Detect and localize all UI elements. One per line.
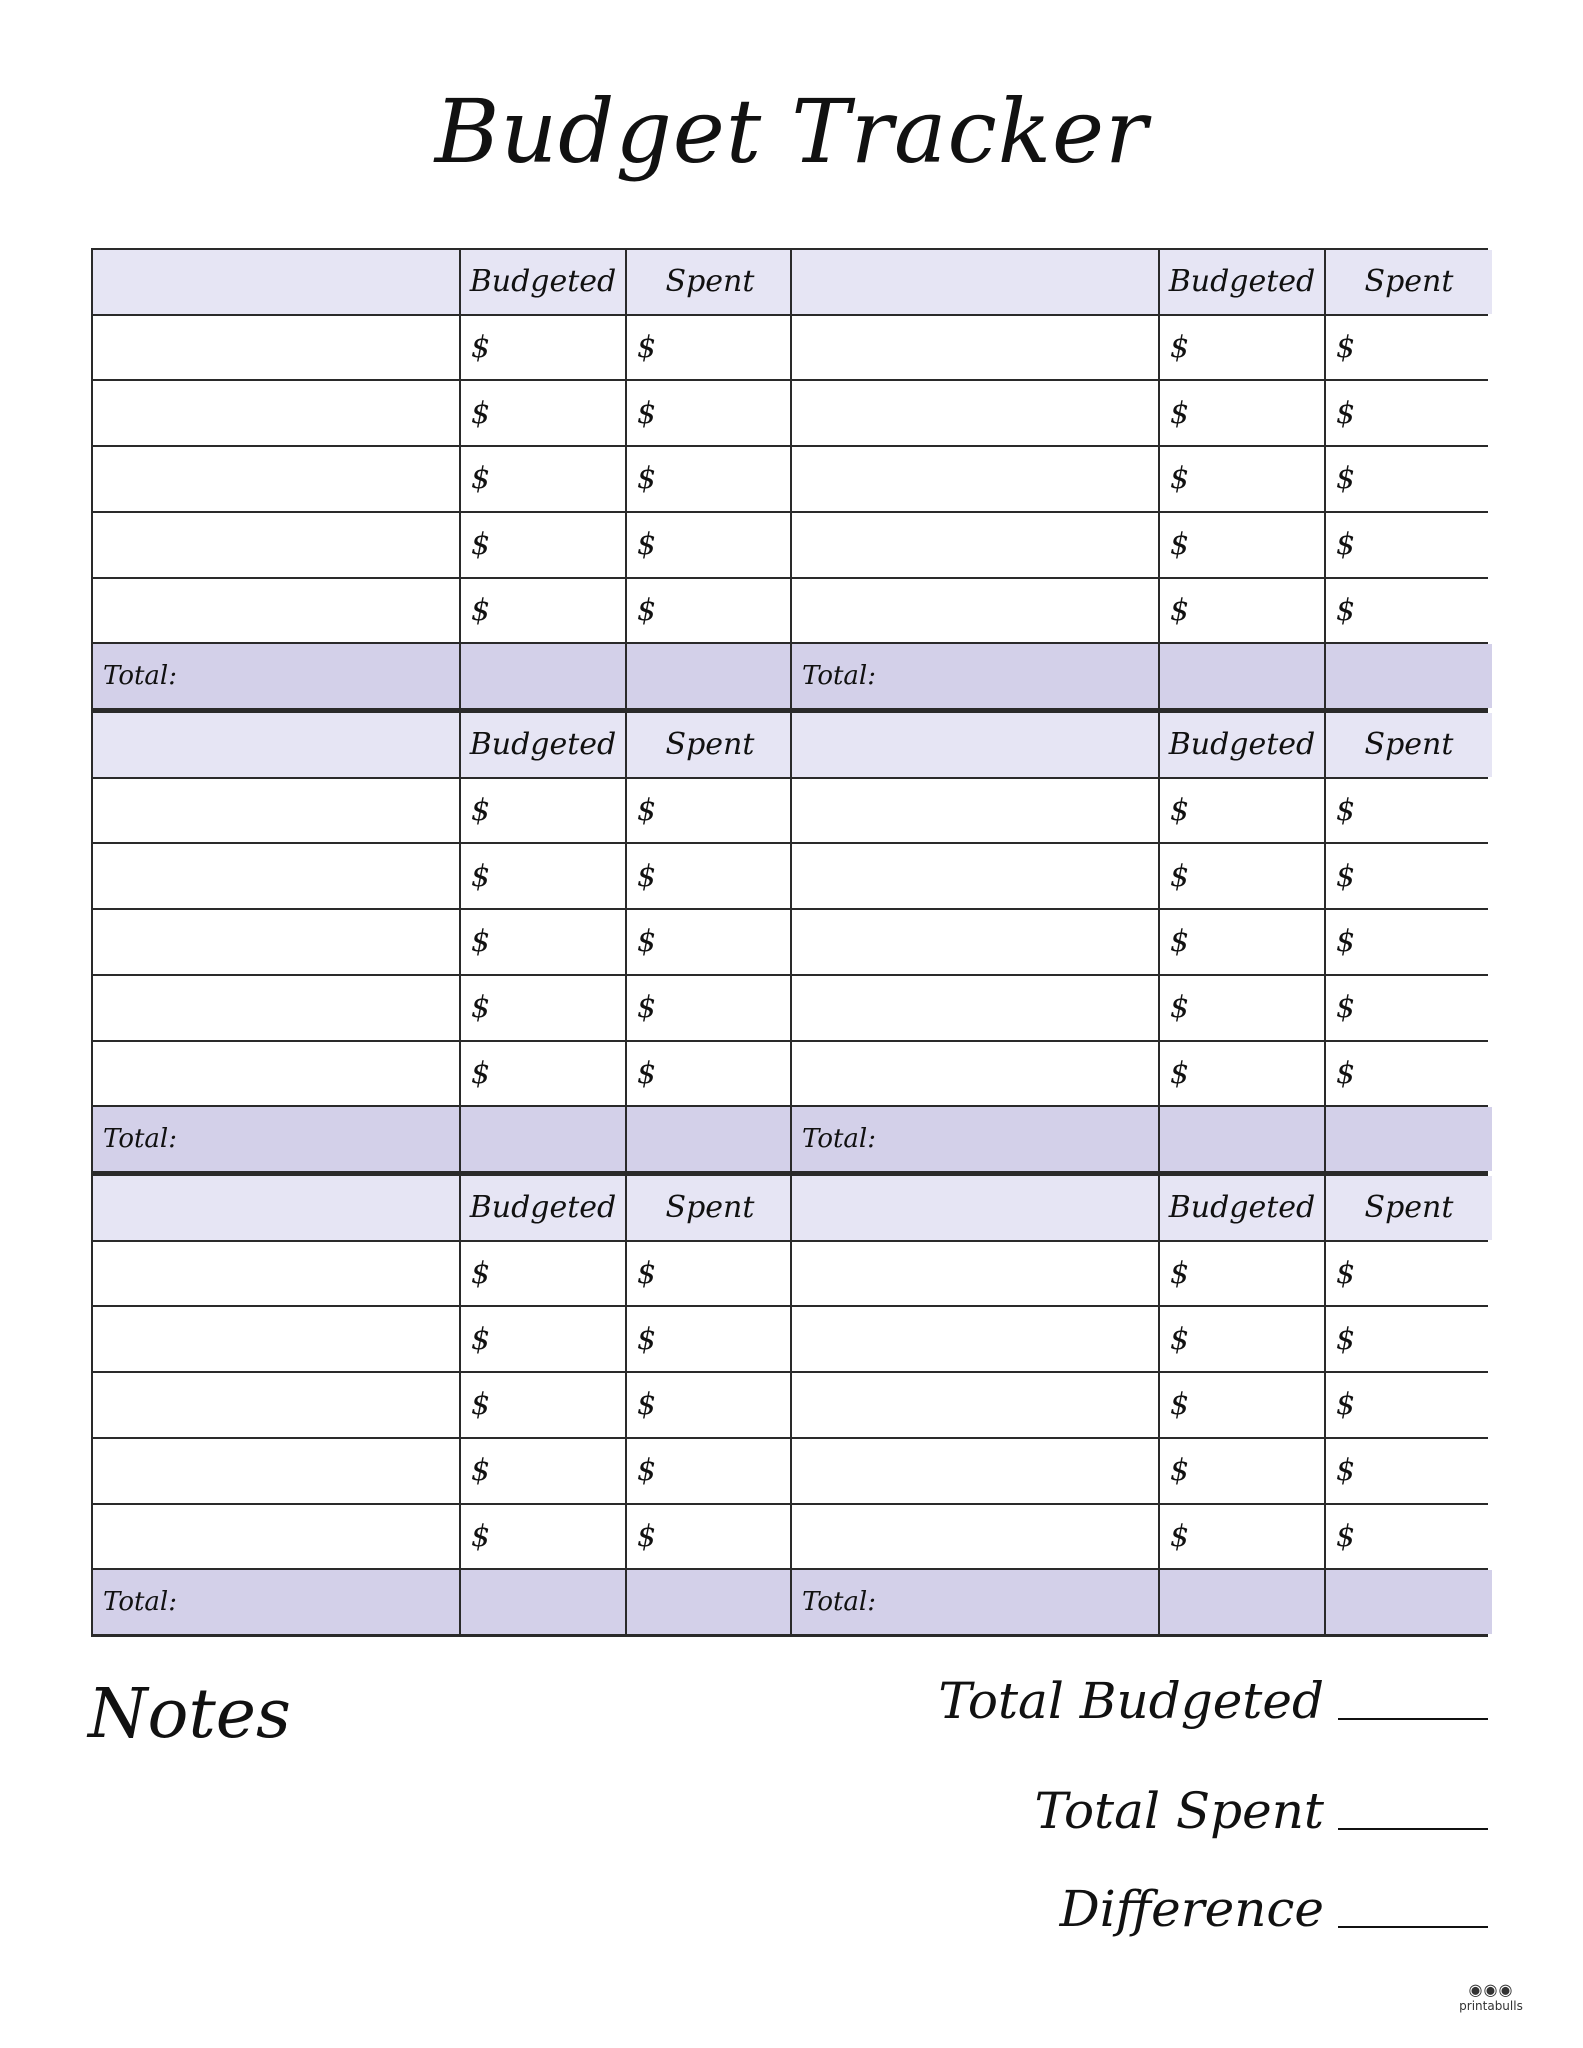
- currency-symbol: $: [471, 395, 491, 431]
- spent-amount-cell[interactable]: [627, 1373, 793, 1437]
- currency-symbol: $: [471, 1055, 491, 1091]
- currency-symbol: $: [637, 1321, 657, 1357]
- bulls-icon: ◉◉◉: [1468, 1980, 1514, 1999]
- currency-symbol: $: [1336, 924, 1356, 960]
- total-spent-cell[interactable]: [1326, 644, 1492, 708]
- category-name-cell[interactable]: [93, 250, 459, 314]
- spent-amount-cell[interactable]: [1326, 1373, 1492, 1437]
- budgeted-amount-cell[interactable]: [1160, 513, 1324, 577]
- budgeted-amount-cell[interactable]: [461, 513, 625, 577]
- total-spent-cell[interactable]: [627, 644, 793, 708]
- currency-symbol: $: [637, 395, 657, 431]
- item-name-cell[interactable]: [93, 976, 459, 1040]
- currency-symbol: $: [471, 1321, 491, 1357]
- currency-symbol: $: [637, 1055, 657, 1091]
- budgeted-amount-cell[interactable]: [461, 1505, 625, 1569]
- spent-header: Spent: [1326, 713, 1492, 777]
- spent-amount-cell[interactable]: [627, 316, 793, 380]
- budgeted-amount-cell[interactable]: [1160, 779, 1324, 843]
- currency-symbol: $: [1336, 395, 1356, 431]
- total-spent-cell[interactable]: [627, 1107, 793, 1171]
- budget-grid: [91, 248, 1488, 1637]
- total-spent-cell[interactable]: [627, 1570, 793, 1634]
- spent-amount-cell[interactable]: [1326, 976, 1492, 1040]
- total-budgeted-cell[interactable]: [461, 644, 625, 708]
- currency-symbol: $: [1170, 330, 1190, 366]
- brand-logo: [1448, 1980, 1534, 2013]
- category-name-cell[interactable]: [792, 1176, 1158, 1240]
- spent-amount-cell[interactable]: [1326, 579, 1492, 643]
- difference-line[interactable]: [1338, 1924, 1488, 1928]
- spent-amount-cell[interactable]: [1326, 1242, 1492, 1306]
- currency-symbol: $: [1170, 1256, 1190, 1292]
- spent-amount-cell[interactable]: [1326, 316, 1492, 380]
- spent-amount-cell[interactable]: [627, 579, 793, 643]
- total-row-label-cell: [93, 1570, 459, 1634]
- total-label: Total:: [103, 661, 178, 692]
- total-budgeted-cell[interactable]: [1160, 644, 1324, 708]
- budget-section: [790, 248, 1488, 710]
- item-name-cell[interactable]: [93, 381, 459, 445]
- budgeted-amount-cell[interactable]: [461, 1307, 625, 1371]
- budgeted-amount-cell[interactable]: [461, 579, 625, 643]
- currency-symbol: $: [471, 858, 491, 894]
- total-spent-line[interactable]: [1338, 1826, 1488, 1830]
- currency-symbol: $: [1170, 990, 1190, 1026]
- category-name-cell[interactable]: [792, 713, 1158, 777]
- budgeted-header: Budgeted: [1160, 250, 1324, 314]
- total-label: Total:: [802, 1124, 877, 1155]
- item-name-cell[interactable]: [93, 844, 459, 908]
- currency-symbol: $: [637, 858, 657, 894]
- currency-symbol: $: [471, 924, 491, 960]
- total-row-label-cell: [792, 1570, 1158, 1634]
- budgeted-amount-cell[interactable]: [1160, 910, 1324, 974]
- item-name-cell[interactable]: [93, 910, 459, 974]
- budgeted-header: Budgeted: [461, 250, 625, 314]
- brand-label: printabulls: [1459, 1999, 1523, 2013]
- spent-amount-cell[interactable]: [1326, 447, 1492, 511]
- total-label: Total:: [103, 1124, 178, 1155]
- item-name-cell[interactable]: [792, 316, 1158, 380]
- total-label: Total:: [802, 1587, 877, 1618]
- spent-amount-cell[interactable]: [1326, 381, 1492, 445]
- item-name-cell[interactable]: [792, 910, 1158, 974]
- budgeted-header: Budgeted: [1160, 713, 1324, 777]
- budgeted-amount-cell[interactable]: [461, 1373, 625, 1437]
- currency-symbol: $: [637, 330, 657, 366]
- budgeted-amount-cell[interactable]: [1160, 1242, 1324, 1306]
- currency-symbol: $: [1336, 990, 1356, 1026]
- spent-amount-cell[interactable]: [627, 447, 793, 511]
- spent-amount-cell[interactable]: [1326, 1307, 1492, 1371]
- currency-symbol: $: [1336, 1321, 1356, 1357]
- budgeted-amount-cell[interactable]: [461, 447, 625, 511]
- budgeted-amount-cell[interactable]: [461, 381, 625, 445]
- currency-symbol: $: [1336, 592, 1356, 628]
- budgeted-amount-cell[interactable]: [1160, 1373, 1324, 1437]
- currency-symbol: $: [1170, 592, 1190, 628]
- budgeted-amount-cell[interactable]: [1160, 316, 1324, 380]
- budgeted-amount-cell[interactable]: [461, 844, 625, 908]
- spent-amount-cell[interactable]: [627, 1042, 793, 1106]
- currency-symbol: $: [1170, 461, 1190, 497]
- spent-amount-cell[interactable]: [627, 1307, 793, 1371]
- currency-symbol: $: [1336, 1387, 1356, 1423]
- item-name-cell[interactable]: [93, 1242, 459, 1306]
- item-name-cell[interactable]: [93, 1505, 459, 1569]
- budget-section: [91, 248, 789, 710]
- currency-symbol: $: [637, 924, 657, 960]
- budgeted-amount-cell[interactable]: [461, 1042, 625, 1106]
- spent-header: Spent: [627, 1176, 793, 1240]
- spent-amount-cell[interactable]: [627, 1439, 793, 1503]
- budgeted-amount-cell[interactable]: [1160, 976, 1324, 1040]
- total-budgeted-cell[interactable]: [461, 1570, 625, 1634]
- currency-symbol: $: [637, 793, 657, 829]
- item-name-cell[interactable]: [93, 779, 459, 843]
- currency-symbol: $: [1170, 1055, 1190, 1091]
- currency-symbol: $: [1336, 858, 1356, 894]
- budgeted-header: Budgeted: [461, 1176, 625, 1240]
- currency-symbol: $: [637, 990, 657, 1026]
- budgeted-amount-cell[interactable]: [1160, 1042, 1324, 1106]
- currency-symbol: $: [471, 1453, 491, 1489]
- item-name-cell[interactable]: [93, 513, 459, 577]
- item-name-cell[interactable]: [792, 513, 1158, 577]
- total-spent-label: Total Spent: [1034, 1782, 1324, 1840]
- total-budgeted-cell[interactable]: [1160, 1570, 1324, 1634]
- spent-amount-cell[interactable]: [627, 910, 793, 974]
- currency-symbol: $: [1336, 1518, 1356, 1554]
- budget-section: [91, 711, 789, 1173]
- item-name-cell[interactable]: [792, 447, 1158, 511]
- category-name-cell[interactable]: [93, 1176, 459, 1240]
- currency-symbol: $: [1170, 527, 1190, 563]
- currency-symbol: $: [1170, 1518, 1190, 1554]
- budgeted-amount-cell[interactable]: [461, 976, 625, 1040]
- total-budgeted-cell[interactable]: [461, 1107, 625, 1171]
- spent-header: Spent: [1326, 1176, 1492, 1240]
- currency-symbol: $: [1336, 527, 1356, 563]
- total-budgeted-label: Total Budgeted: [938, 1672, 1324, 1730]
- currency-symbol: $: [471, 527, 491, 563]
- item-name-cell[interactable]: [93, 1307, 459, 1371]
- total-spent-cell[interactable]: [1326, 1107, 1492, 1171]
- currency-symbol: $: [637, 592, 657, 628]
- item-name-cell[interactable]: [792, 1439, 1158, 1503]
- spent-header: Spent: [627, 713, 793, 777]
- currency-symbol: $: [471, 330, 491, 366]
- item-name-cell[interactable]: [93, 316, 459, 380]
- item-name-cell[interactable]: [792, 579, 1158, 643]
- currency-symbol: $: [637, 1518, 657, 1554]
- currency-symbol: $: [471, 1387, 491, 1423]
- budgeted-amount-cell[interactable]: [1160, 1439, 1324, 1503]
- category-name-cell[interactable]: [792, 250, 1158, 314]
- spent-amount-cell[interactable]: [1326, 1439, 1492, 1503]
- currency-symbol: $: [1170, 1453, 1190, 1489]
- total-row-label-cell: [93, 1107, 459, 1171]
- item-name-cell[interactable]: [792, 976, 1158, 1040]
- budgeted-amount-cell[interactable]: [1160, 1505, 1324, 1569]
- budget-section: [790, 711, 1488, 1173]
- spent-amount-cell[interactable]: [627, 1242, 793, 1306]
- currency-symbol: $: [471, 1518, 491, 1554]
- currency-symbol: $: [1336, 1453, 1356, 1489]
- budget-section: [91, 1174, 789, 1636]
- spent-amount-cell[interactable]: [1326, 1505, 1492, 1569]
- currency-symbol: $: [471, 793, 491, 829]
- budgeted-amount-cell[interactable]: [1160, 579, 1324, 643]
- currency-symbol: $: [1170, 858, 1190, 894]
- currency-symbol: $: [1336, 1055, 1356, 1091]
- spent-header: Spent: [1326, 250, 1492, 314]
- total-spent-cell[interactable]: [1326, 1570, 1492, 1634]
- budgeted-amount-cell[interactable]: [461, 1242, 625, 1306]
- currency-symbol: $: [1170, 1321, 1190, 1357]
- total-row-label-cell: [792, 1107, 1158, 1171]
- budgeted-amount-cell[interactable]: [1160, 381, 1324, 445]
- currency-symbol: $: [637, 461, 657, 497]
- currency-symbol: $: [1170, 924, 1190, 960]
- item-name-cell[interactable]: [93, 1373, 459, 1437]
- currency-symbol: $: [637, 1453, 657, 1489]
- spent-amount-cell[interactable]: [1326, 513, 1492, 577]
- item-name-cell[interactable]: [93, 1439, 459, 1503]
- total-budgeted-cell[interactable]: [1160, 1107, 1324, 1171]
- item-name-cell[interactable]: [93, 447, 459, 511]
- currency-symbol: $: [1336, 793, 1356, 829]
- currency-symbol: $: [1336, 1256, 1356, 1292]
- spent-amount-cell[interactable]: [627, 513, 793, 577]
- currency-symbol: $: [1170, 793, 1190, 829]
- budgeted-amount-cell[interactable]: [461, 910, 625, 974]
- currency-symbol: $: [1336, 461, 1356, 497]
- currency-symbol: $: [471, 592, 491, 628]
- currency-symbol: $: [1170, 1387, 1190, 1423]
- currency-symbol: $: [471, 990, 491, 1026]
- item-name-cell[interactable]: [792, 381, 1158, 445]
- spent-amount-cell[interactable]: [1326, 910, 1492, 974]
- budgeted-amount-cell[interactable]: [1160, 1307, 1324, 1371]
- budgeted-amount-cell[interactable]: [461, 1439, 625, 1503]
- currency-symbol: $: [637, 1387, 657, 1423]
- currency-symbol: $: [637, 1256, 657, 1292]
- item-name-cell[interactable]: [792, 779, 1158, 843]
- budgeted-amount-cell[interactable]: [461, 316, 625, 380]
- spent-amount-cell[interactable]: [627, 976, 793, 1040]
- spent-amount-cell[interactable]: [627, 1505, 793, 1569]
- item-name-cell[interactable]: [93, 1042, 459, 1106]
- total-row-label-cell: [93, 644, 459, 708]
- item-name-cell[interactable]: [792, 1042, 1158, 1106]
- currency-symbol: $: [1336, 330, 1356, 366]
- page-title: Budget Tracker: [434, 80, 1149, 183]
- spent-amount-cell[interactable]: [1326, 779, 1492, 843]
- total-label: Total:: [802, 661, 877, 692]
- spent-amount-cell[interactable]: [1326, 1042, 1492, 1106]
- difference-row: [1060, 1880, 1488, 1938]
- spent-amount-cell[interactable]: [1326, 844, 1492, 908]
- item-name-cell[interactable]: [93, 579, 459, 643]
- total-budgeted-line[interactable]: [1338, 1716, 1488, 1720]
- spent-amount-cell[interactable]: [627, 779, 793, 843]
- budgeted-amount-cell[interactable]: [461, 779, 625, 843]
- budgeted-header: Budgeted: [461, 713, 625, 777]
- total-label: Total:: [103, 1587, 178, 1618]
- item-name-cell[interactable]: [792, 1505, 1158, 1569]
- currency-symbol: $: [637, 527, 657, 563]
- total-budgeted-row: [938, 1672, 1488, 1730]
- spent-amount-cell[interactable]: [627, 844, 793, 908]
- item-name-cell[interactable]: [792, 1373, 1158, 1437]
- item-name-cell[interactable]: [792, 1307, 1158, 1371]
- budgeted-amount-cell[interactable]: [1160, 844, 1324, 908]
- item-name-cell[interactable]: [792, 1242, 1158, 1306]
- spent-header: Spent: [627, 250, 793, 314]
- budgeted-amount-cell[interactable]: [1160, 447, 1324, 511]
- budgeted-header: Budgeted: [1160, 1176, 1324, 1240]
- spent-amount-cell[interactable]: [627, 381, 793, 445]
- category-name-cell[interactable]: [93, 713, 459, 777]
- item-name-cell[interactable]: [792, 844, 1158, 908]
- total-spent-row: [1034, 1782, 1488, 1840]
- currency-symbol: $: [471, 1256, 491, 1292]
- currency-symbol: $: [1170, 395, 1190, 431]
- notes-heading: Notes: [88, 1675, 291, 1754]
- difference-label: Difference: [1059, 1880, 1324, 1938]
- budget-section: [790, 1174, 1488, 1636]
- total-row-label-cell: [792, 644, 1158, 708]
- currency-symbol: $: [471, 461, 491, 497]
